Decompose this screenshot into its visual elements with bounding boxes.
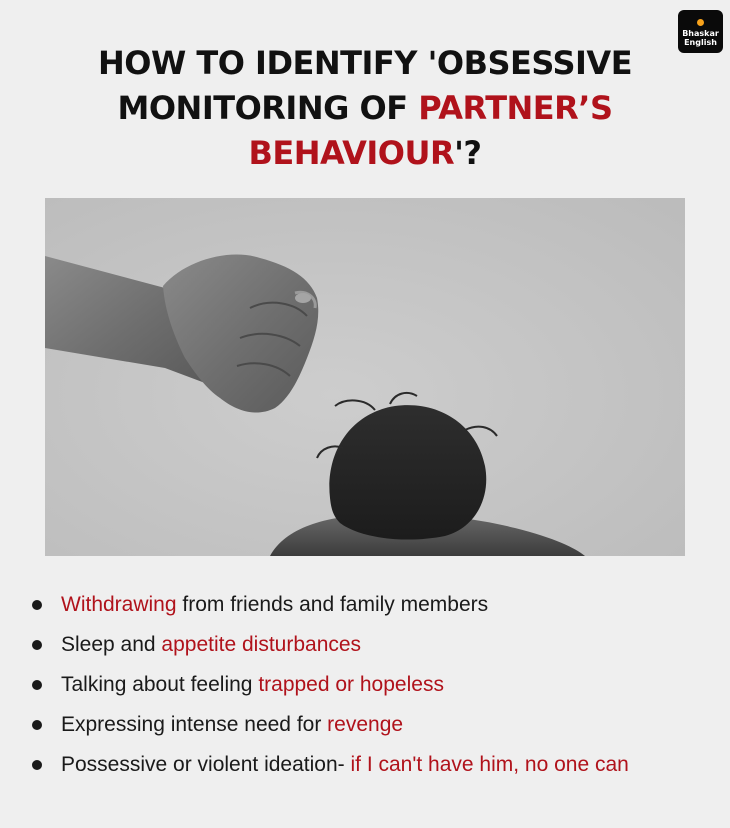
logo-line-2: English bbox=[684, 37, 717, 47]
title-part-1: HOW TO IDENTIFY 'OBSESSIVE MONITORING OF bbox=[97, 44, 633, 127]
bhaskar-english-logo bbox=[678, 10, 723, 53]
item-text: Talking about feeling bbox=[61, 673, 259, 696]
item-text: from friends and family members bbox=[176, 593, 489, 616]
list-item bbox=[30, 745, 629, 785]
item-highlight: if I can't have him, no one can bbox=[350, 753, 629, 776]
photo-illustration bbox=[45, 198, 685, 556]
page-title bbox=[60, 41, 670, 176]
bullet-icon bbox=[32, 760, 42, 770]
bullet-icon bbox=[32, 600, 42, 610]
fist-and-bowed-head-photo bbox=[45, 198, 685, 556]
item-text: Possessive or violent ideation- bbox=[61, 753, 351, 776]
bullet-icon bbox=[32, 680, 42, 690]
item-highlight: trapped or hopeless bbox=[258, 673, 444, 696]
item-highlight: Withdrawing bbox=[61, 593, 177, 616]
item-highlight: revenge bbox=[327, 713, 404, 736]
symptom-list bbox=[30, 585, 629, 785]
item-text: Sleep and bbox=[61, 633, 162, 656]
item-text: Expressing intense need for bbox=[61, 713, 328, 736]
list-item bbox=[30, 665, 629, 705]
list-item bbox=[30, 705, 629, 745]
bullet-icon bbox=[32, 720, 42, 730]
list-item bbox=[30, 585, 629, 625]
logo-line-1: Bhaskar bbox=[682, 28, 719, 38]
bullet-icon bbox=[32, 640, 42, 650]
item-highlight: appetite disturbances bbox=[161, 633, 362, 656]
title-highlight: PARTNER’S BEHAVIOUR bbox=[248, 89, 613, 172]
title-part-2: '? bbox=[454, 134, 482, 172]
list-item bbox=[30, 625, 629, 665]
logo-dot-icon bbox=[697, 19, 704, 26]
